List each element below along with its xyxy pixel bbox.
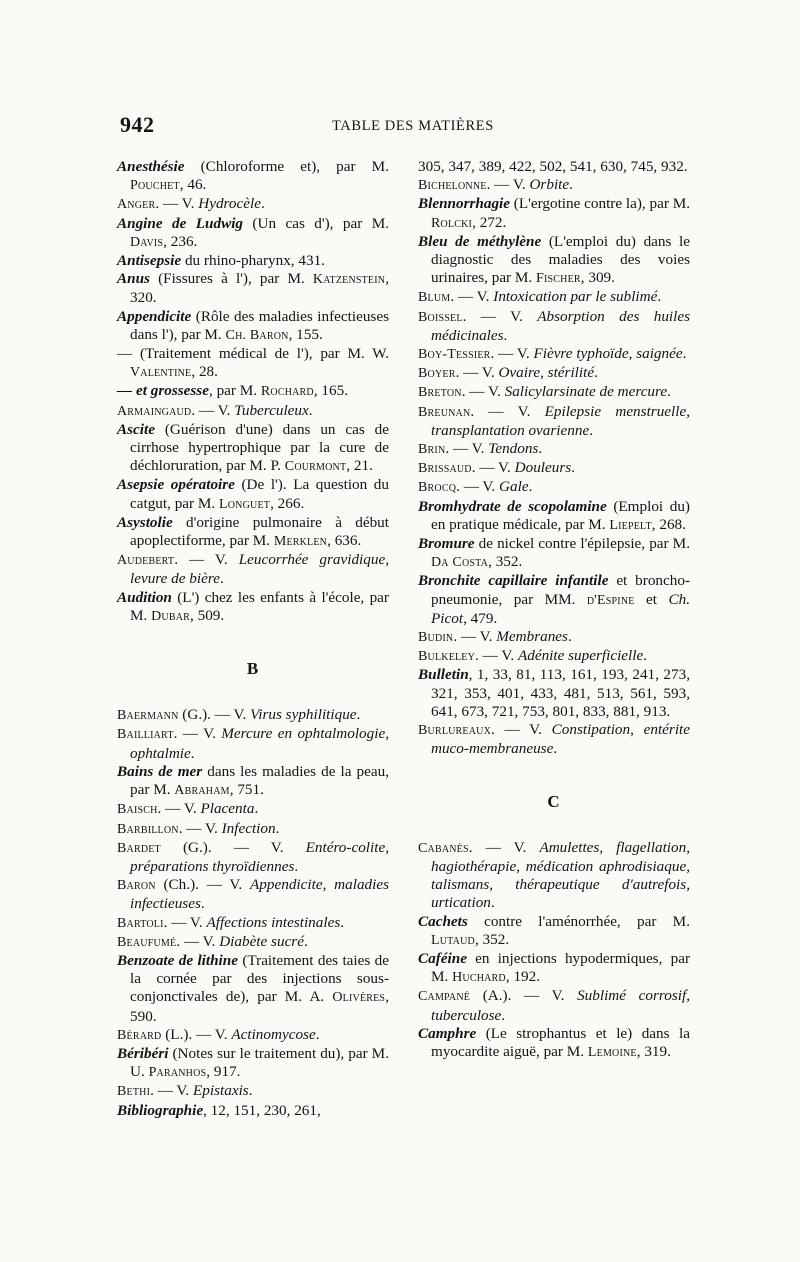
entry-text: , 320.: [130, 270, 389, 307]
entry-text: .: [589, 421, 593, 439]
index-entry: [418, 308, 690, 345]
index-entry: [117, 195, 389, 214]
index-entry: [418, 158, 690, 176]
entry-text: . — V.: [150, 1082, 194, 1100]
entry-heading: Appendicite: [117, 307, 192, 325]
entry-text: .: [643, 647, 648, 665]
entry-text: (De l'). La question du catgut, par M.: [130, 476, 389, 512]
index-entry: [418, 535, 690, 572]
entry-text: .: [260, 195, 265, 213]
index-entry: [418, 383, 690, 402]
index-entry: [117, 215, 389, 252]
entry-text: (Rôle des maladies infectieuses dans l'), par M.: [130, 307, 389, 343]
index-entries-a: [117, 158, 389, 626]
entry-text: (Guérison d'une) dans un cas de cirrhose hypertrophique par la cure de déchloruration, par M. P.: [130, 420, 389, 475]
entry-reference: Leucorrhée gravidique, levure de bière: [130, 551, 390, 588]
section-letter-c: C: [547, 791, 561, 811]
index-entry: [418, 364, 690, 383]
entry-reference: Salicylarsinate de mercure: [504, 383, 668, 401]
entry-author: Boy-Tessier: [418, 347, 491, 363]
entry-heading: Blennorrhagie: [418, 195, 510, 213]
index-entry: [117, 270, 389, 307]
entry-text: , 309.: [580, 269, 615, 287]
entry-author: Bailliart: [117, 727, 174, 743]
entry-heading: Bromure: [418, 535, 475, 553]
entry-text: de nickel contre l'épilepsie, par M.: [474, 535, 690, 553]
entry-heading: Asepsie opératoire: [117, 476, 235, 494]
index-entry: [418, 666, 690, 721]
index-entry: [418, 288, 690, 307]
entry-text: . — V.: [157, 800, 201, 818]
entry-author: Abraham: [174, 783, 230, 799]
entry-text: .: [594, 364, 598, 382]
entry-text: . — V.: [490, 345, 534, 363]
entry-heading: Audition: [117, 588, 172, 606]
index-entry: [117, 933, 389, 952]
index-entry: [117, 158, 389, 195]
index-entries-b-continued: [418, 158, 690, 759]
entry-text: (G.). — V.: [160, 838, 306, 856]
entry-text: . — V.: [491, 721, 552, 739]
index-entry: [117, 1102, 389, 1120]
entry-text: du rhino-pharynx, 431.: [181, 252, 325, 270]
entry-text: d'origine pulmonaire à début apoplectiforme, par M.: [130, 513, 389, 550]
entry-author: Boyer: [418, 366, 456, 382]
entry-text: et broncho-pneumonie, par MM.: [431, 572, 690, 608]
entry-author: Rolcki: [431, 215, 473, 231]
index-entry: [117, 1026, 389, 1045]
index-entry: [117, 589, 389, 626]
entry-reference: Diabète sucré: [219, 932, 304, 950]
index-entry: [117, 402, 389, 421]
index-entry: [418, 572, 690, 628]
index-entry: [117, 345, 389, 382]
entry-text: , 155.: [288, 325, 323, 343]
index-entry: [117, 252, 389, 270]
entry-text: contre l'aménorrhée, par M.: [467, 912, 690, 930]
entry-author: Liepelt: [609, 517, 652, 533]
entry-text: , 509.: [190, 606, 225, 624]
index-entry: [117, 706, 389, 725]
entry-text: . — V.: [462, 307, 538, 325]
entry-reference: Ch. Picot: [431, 590, 690, 627]
entry-author: Breton: [418, 385, 462, 401]
running-title: TABLE DES MATIÈRES: [332, 118, 494, 134]
entry-text: .: [567, 628, 572, 646]
entry-text: .: [657, 288, 662, 306]
page-header: [120, 112, 685, 142]
index-entry: [418, 345, 690, 364]
entry-heading: Bains de mer: [117, 762, 203, 780]
entry-reference: Tuberculeux: [234, 401, 309, 419]
entry-reference: Tendons: [488, 440, 539, 458]
entry-author: Da Costa: [431, 555, 489, 571]
entry-author: Baisch: [117, 802, 158, 818]
entry-reference: Placenta: [200, 800, 255, 818]
entry-heading: Ascite: [117, 420, 155, 438]
entry-author: Boissel: [418, 309, 463, 325]
entry-author: Katzenstein: [312, 272, 386, 288]
entry-author: Lutaud: [431, 932, 475, 948]
entry-text: .: [571, 459, 575, 477]
entry-author: Bardet: [117, 840, 161, 856]
entry-text: . — V.: [155, 195, 199, 213]
entry-text: , 28.: [191, 363, 218, 381]
entry-text: . — V.: [176, 932, 220, 950]
entry-text: (Notes sur le traitement du), par M. U.: [130, 1044, 389, 1081]
index-entry: [117, 476, 389, 513]
entry-author: Burlureaux: [418, 723, 492, 739]
entry-text: .: [569, 176, 573, 194]
left-column: [117, 158, 389, 1120]
index-entry: [117, 421, 389, 477]
entry-text: . — V.: [450, 288, 494, 306]
entry-reference: Mercure en ophtalmologie, ophtalmie: [130, 725, 389, 762]
entry-text: , 1, 33, 81, 113, 161, 193, 241, 273, 321, 353, 401, 433, 481, 513, 561, 593, 641, 673, 721, 753, 801, 833, 881, 913.: [431, 666, 690, 720]
entry-text: , 192.: [505, 968, 541, 986]
entry-reference: Ovaire, stérilité: [498, 364, 595, 382]
entry-heading: Caféine: [418, 949, 467, 967]
entry-text: . — V.: [461, 383, 505, 401]
entry-heading: Antisepsie: [117, 252, 182, 270]
index-entry: [418, 195, 690, 232]
entry-text: .: [490, 894, 495, 912]
entry-text: (A.). — V.: [470, 987, 578, 1005]
index-entries-b: [117, 706, 389, 1119]
entry-author: Bichelonne: [418, 178, 487, 194]
entry-heading: Bleu de méthylène: [418, 232, 542, 250]
page-number: 942: [120, 112, 155, 137]
index-entry: [418, 459, 690, 478]
index-entries-c: [418, 839, 690, 1062]
entry-author: Huchard: [452, 970, 506, 986]
entry-reference: Actinomycose: [231, 1025, 316, 1043]
entry-heading: Anesthésie: [117, 158, 185, 175]
entry-text: en injections hypodermiques, par M.: [431, 949, 690, 986]
entry-reference: Entéro-colite, préparations thyroïdiennes: [130, 838, 389, 875]
entry-author: Pouchet: [130, 178, 180, 194]
index-entry: [117, 1082, 389, 1101]
index-entry: [418, 233, 690, 289]
index-entry: [418, 1025, 690, 1062]
entry-text: , 352.: [488, 553, 523, 571]
entry-text: , 236.: [163, 232, 198, 250]
entry-reference: Epistaxis: [193, 1082, 249, 1100]
entry-reference: Orbite: [529, 176, 570, 194]
index-entry: [117, 820, 389, 839]
entry-text: . — V.: [455, 364, 499, 382]
entry-text: .: [190, 744, 195, 762]
index-entry: [418, 176, 690, 195]
entry-text: .: [200, 895, 205, 913]
index-entry: [418, 913, 690, 950]
index-entry: [418, 647, 690, 666]
entry-author: Brocq: [418, 480, 457, 496]
entry-text: .: [340, 913, 345, 931]
entry-text: — (Traitement médical de l'), par M. W.: [117, 345, 389, 363]
index-entry: [117, 914, 389, 933]
entry-text: .: [303, 932, 308, 950]
entry-reference: Gale: [499, 478, 529, 496]
entry-text: , 46.: [179, 176, 207, 194]
entry-text: . — V.: [470, 402, 545, 420]
entry-text: .: [248, 1082, 253, 1100]
entry-author: Courmont: [284, 459, 347, 475]
index-entry: [418, 440, 690, 459]
entry-text: .: [538, 440, 543, 458]
entry-author: Budin: [418, 630, 454, 646]
index-entry: [418, 839, 690, 913]
entry-author: Anger: [117, 197, 156, 213]
entry-text: , 751.: [229, 781, 264, 799]
entry-text: .: [667, 383, 671, 401]
entry-text: (G.). — V.: [178, 706, 251, 724]
entry-author: Bethi: [117, 1084, 151, 1100]
entry-reference: Hydrocèle: [198, 195, 261, 213]
entry-text: .: [501, 1006, 506, 1024]
entry-text: (Emploi du) en pratique médicale, par M.: [431, 497, 690, 533]
entry-text: (Traitement des taies de la cornée par des injections sous-conjonctivales de), par M. A.: [130, 951, 389, 1006]
entry-text: , 917.: [206, 1063, 241, 1081]
entry-text: (L') chez les enfants à l'école, par M.: [130, 588, 389, 624]
entry-author: Dubar: [151, 608, 191, 624]
entry-reference: Membranes: [496, 628, 568, 646]
entry-author: Paranhos: [148, 1065, 207, 1081]
entry-text: . — V.: [445, 440, 489, 458]
entry-text: et: [634, 590, 669, 608]
entry-author: Audebert: [117, 553, 175, 569]
index-entry: [117, 514, 389, 551]
entry-text: . — V.: [174, 551, 239, 569]
entry-reference: Adénite superficielle: [517, 647, 644, 665]
entry-author: Cabanès: [418, 840, 469, 856]
entry-heading: Bulletin: [418, 666, 469, 684]
entry-heading: Anus: [117, 270, 150, 288]
entry-text: (Ch.). — V.: [155, 876, 251, 894]
entry-heading: Bibliographie: [117, 1101, 204, 1119]
entry-reference: Epilepsie menstruelle, transplantation ovarienne: [431, 402, 691, 439]
entry-text: , 479.: [463, 609, 498, 627]
entry-text: .: [254, 800, 259, 818]
entry-reference: Douleurs: [514, 459, 572, 477]
entry-text: .: [553, 740, 558, 758]
entry-text: .: [219, 570, 224, 588]
entry-author: Fischer: [536, 271, 581, 287]
entry-text: . — V.: [475, 647, 518, 665]
index-entry: [117, 382, 389, 401]
entry-heading: Camphre: [418, 1024, 477, 1042]
entry-reference: Absorption des huiles médicinales: [431, 307, 691, 344]
entry-author: Breunan: [418, 404, 471, 420]
entry-text: , 352.: [474, 930, 510, 948]
entry-author: Valentine: [130, 365, 192, 381]
entry-text: . — V.: [163, 913, 207, 931]
index-entry: [117, 952, 389, 1026]
entry-author: d'Espine: [586, 592, 635, 608]
entry-author: Longuet: [219, 496, 271, 512]
entry-text: (L'ergotine contre la), par M.: [510, 195, 690, 213]
entry-text: , 165.: [313, 382, 348, 400]
entry-text: dans les maladies de la peau, par M.: [130, 762, 389, 799]
entry-text: .: [503, 326, 508, 344]
entry-heading: Benzoate de lithine: [117, 951, 238, 969]
entry-text: , 21.: [346, 457, 373, 475]
index-entry: [117, 551, 389, 588]
entry-author: Beaufumé: [117, 934, 177, 950]
entry-heading: Angine de Ludwig: [117, 214, 244, 232]
entry-author: Ch. Baron: [225, 327, 289, 343]
index-entry: [418, 478, 690, 497]
entry-text: , 590.: [130, 988, 389, 1025]
index-entry: [117, 800, 389, 819]
entry-author: Brin: [418, 442, 446, 458]
entry-author: Merklen: [273, 534, 328, 550]
entry-text: .: [294, 857, 299, 875]
section-letter-b: B: [246, 659, 260, 679]
entry-text: , 12, 151, 230, 261,: [203, 1101, 321, 1119]
entry-author: Bulkeley: [418, 649, 476, 665]
right-column: [418, 158, 690, 1062]
entry-text: .: [528, 478, 533, 496]
entry-text: (L'emploi du) dans le diagnostic des maladies des voies urinaires, par M.: [431, 232, 691, 287]
entry-text: (Chloroforme et), par M.: [184, 158, 389, 175]
entry-author: Brissaud: [418, 461, 472, 477]
index-entry: [418, 498, 690, 535]
index-entry: [418, 628, 690, 647]
entry-heading: Bronchite capillaire infantile: [418, 572, 609, 590]
entry-text: (L.). — V.: [161, 1025, 232, 1043]
entry-text: , 636.: [327, 532, 362, 550]
index-entry: [117, 839, 389, 876]
entry-author: Lemoine: [587, 1044, 637, 1060]
index-entry: [418, 987, 690, 1024]
entry-reference: Amulettes, flagellation, hagiothérapie, médication aphrodisiaque, talismans, thérapeutique d'autrefois, urtication: [431, 838, 691, 912]
entry-reference: Fièvre typhoïde, saignée: [533, 345, 683, 363]
entry-text: , 319.: [636, 1042, 671, 1060]
entry-reference: Sublimé corrosif, tuberculose: [431, 987, 690, 1024]
entry-text: . — V.: [453, 628, 497, 646]
entry-author: Davis: [130, 234, 164, 250]
entry-text: (Un cas d'), par M.: [243, 214, 389, 232]
index-entry: [117, 763, 389, 800]
entry-text: .: [315, 1025, 320, 1043]
entry-text: .: [308, 401, 313, 419]
entry-text: . — V.: [173, 725, 222, 743]
index-entry: [418, 950, 690, 987]
entry-text: .: [275, 819, 280, 837]
entry-text: . — V.: [191, 401, 235, 419]
entry-reference: Affections intestinales: [206, 913, 341, 931]
entry-heading: Bromhydrate de scopolamine: [418, 497, 607, 515]
entry-author: Blum: [418, 290, 451, 306]
entry-text: . — V.: [471, 459, 515, 477]
index-entry: [117, 725, 389, 762]
entry-author: Barbillon: [117, 821, 179, 837]
entry-reference: Infection: [221, 819, 276, 837]
entry-author: Armaingaud: [117, 403, 192, 419]
entry-text: . — V.: [456, 478, 500, 496]
entry-author: Bartoli: [117, 915, 164, 931]
entry-heading: Béribéri: [117, 1044, 169, 1062]
entry-author: Baermann: [117, 708, 179, 724]
index-entry: [117, 876, 389, 913]
entry-text: .: [356, 706, 361, 724]
entry-text: 305, 347, 389, 422, 502, 541, 630, 745, 932.: [418, 158, 688, 175]
entry-author: Rochard: [260, 384, 314, 400]
entry-author: Olivères: [332, 990, 386, 1006]
entry-author: Baron: [117, 878, 156, 894]
entry-reference: Appendicite, maladies infectieuses: [130, 876, 389, 913]
index-entry: [117, 1045, 389, 1082]
entry-text: (Fissures à l'), par M.: [149, 270, 313, 288]
index-entry: [418, 403, 690, 440]
entry-text: , 266.: [270, 494, 305, 512]
entry-text: . — V.: [468, 838, 540, 856]
entry-text: . — V.: [178, 819, 222, 837]
entry-reference: Constipation, entérite muco-membraneuse: [431, 721, 691, 758]
entry-text: . — V.: [486, 176, 530, 194]
entry-heading: — et grossesse: [117, 382, 209, 400]
entry-text: , par M.: [208, 382, 261, 400]
entry-author: Campané: [418, 989, 471, 1005]
entry-text: .: [682, 345, 687, 363]
entry-heading: Asystolie: [117, 513, 173, 531]
entry-text: (Le strophantus et le) dans la myocardite aiguë, par M.: [431, 1024, 690, 1060]
entry-author: Bérard: [117, 1027, 162, 1043]
index-entry: [418, 721, 690, 758]
entry-heading: Cachets: [418, 912, 468, 930]
entry-reference: Intoxication par le sublimé: [493, 288, 658, 306]
entry-text: , 272.: [472, 213, 507, 231]
entry-reference: Virus syphilitique: [250, 706, 357, 724]
index-entry: [117, 308, 389, 345]
entry-text: , 268.: [651, 515, 686, 533]
